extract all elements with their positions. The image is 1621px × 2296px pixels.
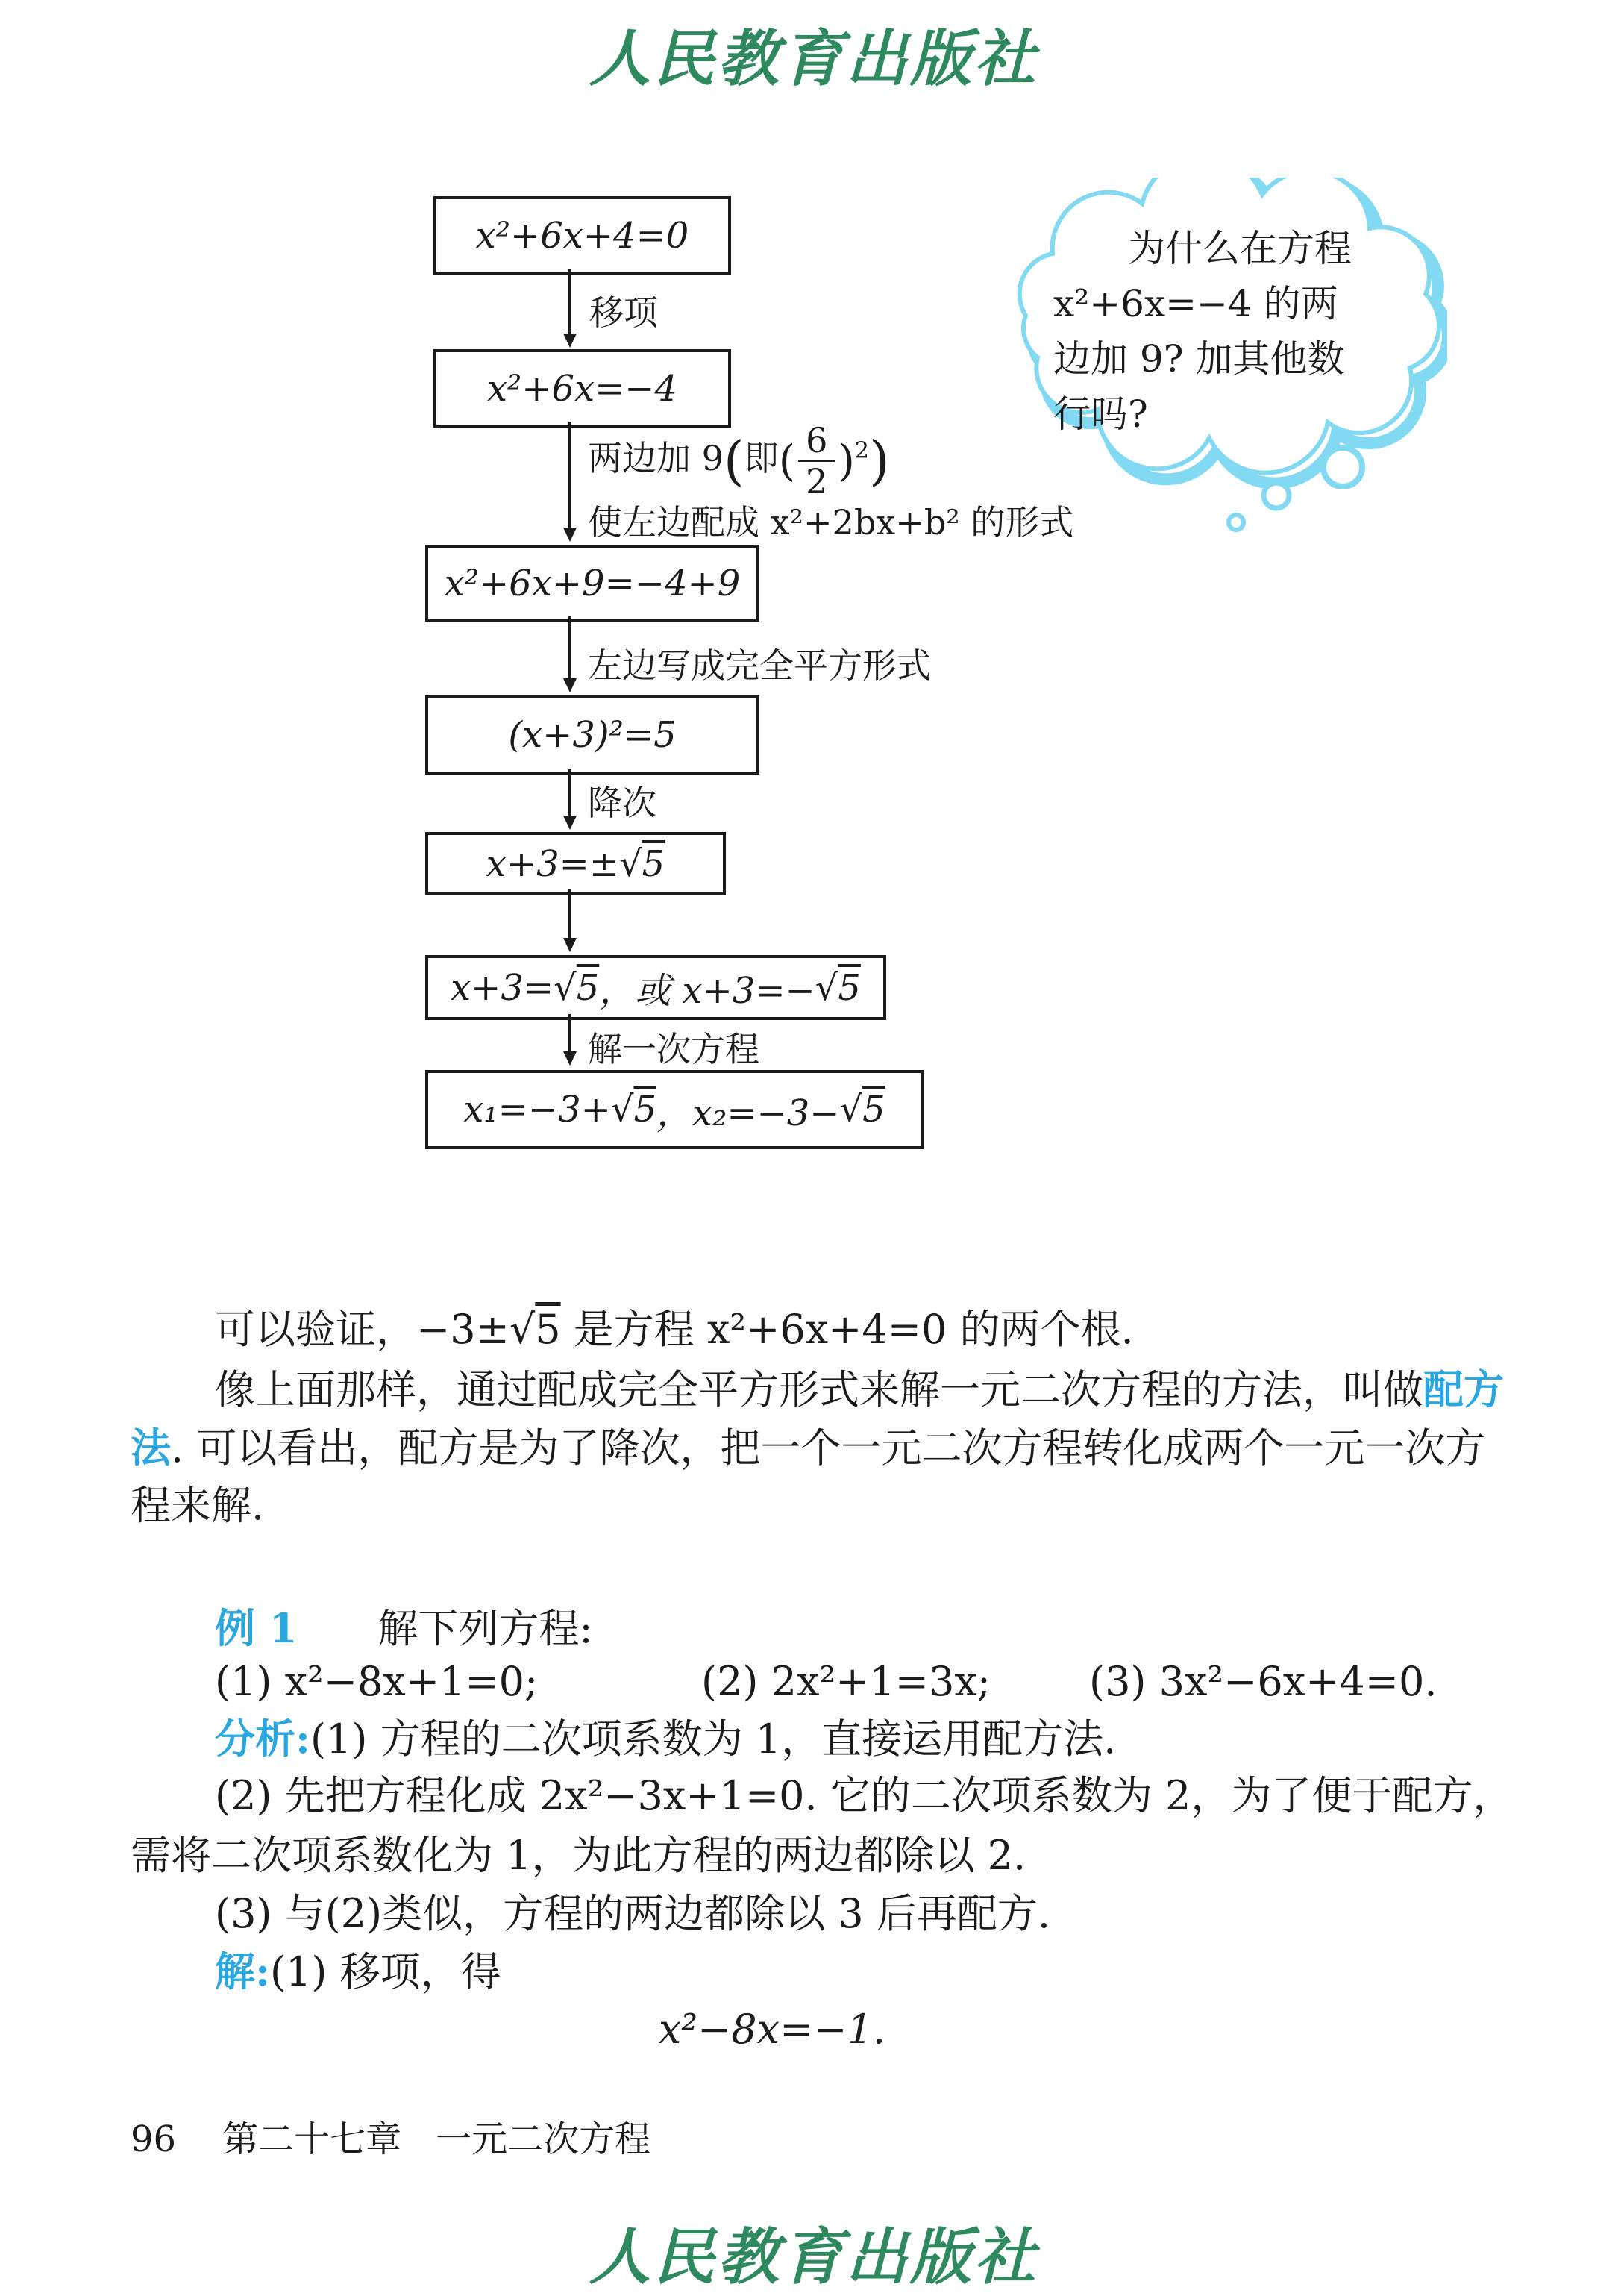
- box6-p2: ，或 x+3=−: [599, 970, 815, 1012]
- analysis-label: 分析:: [215, 1715, 310, 1762]
- box6-p1: x+3=: [451, 966, 554, 1009]
- flow-arrow-6: [568, 1014, 571, 1052]
- bubble-line-4: 行吗?: [1053, 392, 1148, 436]
- box7-r1: 5: [633, 1089, 656, 1130]
- open-paren-outer: (: [723, 429, 744, 492]
- equation-2: (2) 2x²+1=3x;: [701, 1658, 991, 1705]
- flow-box-1: x²+6x+4=0: [433, 196, 731, 275]
- solution-equation: x²−8x=−1.: [658, 2006, 886, 2053]
- sqrt-sign: √: [554, 966, 577, 1009]
- squared-exponent: 2: [854, 437, 869, 464]
- box5-radicand: 5: [642, 842, 665, 885]
- chapter-title: 一元二次方程: [436, 2118, 651, 2160]
- bubble-line-3: 边加 9? 加其他数: [1053, 337, 1345, 381]
- paragraph-method-line2: [131, 1424, 1486, 1473]
- sqrt-sign: √: [839, 1089, 863, 1130]
- page-footer: [131, 2110, 650, 2162]
- box5-pre: x+3=±: [486, 842, 620, 885]
- p1-post: 是方程 x²+6x+4=0 的两个根.: [560, 1306, 1134, 1353]
- p1-pre: 可以验证，−3±: [215, 1306, 509, 1353]
- thought-bubble-text: [1053, 221, 1396, 442]
- example-title: 解下列方程:: [377, 1605, 593, 1652]
- solution-label: 解:: [215, 1948, 270, 1995]
- chapter-label: 第二十七章: [222, 2118, 402, 2160]
- close-paren-outer: ): [868, 429, 890, 492]
- flow-box-4: (x+3)²=5: [425, 695, 759, 775]
- p3-text: . 可以看出，配方是为了降次，把一个一元二次方程转化成两个一元一次方: [171, 1424, 1486, 1471]
- flow-box-6: [425, 955, 886, 1020]
- equation-1: (1) x²−8x+1=0;: [215, 1658, 539, 1705]
- term-peifang-part1: 配方: [1423, 1366, 1504, 1413]
- paragraph-method-line1: [131, 1366, 1504, 1415]
- bubble-trail-circle-small: [1229, 515, 1244, 530]
- step2-ji: 即: [744, 437, 779, 478]
- sqrt-sign: √: [610, 1089, 634, 1130]
- box7-p2: ，x₂=−3−: [656, 1092, 840, 1134]
- flow-box-5: [425, 832, 726, 895]
- bubble-line-1: 为什么在方程: [1128, 227, 1352, 270]
- bubble-line-2: x²+6x=−4 的两: [1053, 282, 1338, 325]
- equation-3: (3) 3x²−6x+4=0.: [1089, 1658, 1437, 1705]
- example-label: 例 1: [215, 1604, 298, 1652]
- flow-arrow-1: [568, 269, 571, 334]
- flow-step-label-1: 移项: [589, 293, 658, 333]
- publisher-logo-top: 人民教育出版社: [589, 23, 1038, 95]
- page-number: 96: [131, 2118, 177, 2160]
- flow-box-3: x²+6x+9=−4+9: [425, 545, 759, 622]
- sqrt-sign: √: [619, 842, 642, 885]
- open-paren-inner: (: [778, 435, 796, 486]
- analysis-line1: [131, 1715, 1498, 1764]
- paragraph-method-line3: 程来解.: [131, 1482, 265, 1529]
- term-peifang-part2: 法: [131, 1424, 171, 1471]
- box6-r1: 5: [576, 966, 600, 1009]
- box6-r2: 5: [838, 966, 861, 1009]
- fraction-numerator: 6: [798, 422, 835, 462]
- box7-p1: x₁=−3+: [463, 1089, 611, 1130]
- solution-intro: (1) 移项，得: [269, 1948, 501, 1995]
- analysis-line4: (3) 与(2)类似，方程的两边都除以 3 后再配方.: [215, 1890, 1050, 1937]
- flow-arrow-4: [568, 769, 571, 816]
- fraction-six-halves: [798, 422, 835, 500]
- p1-radicand: 5: [535, 1306, 561, 1353]
- flow-step-label-2: [588, 422, 890, 500]
- sqrt-sign: √: [815, 966, 838, 1009]
- box7-r2: 5: [862, 1089, 885, 1130]
- analysis-line3: 需将二次项系数化为 1，为此方程的两边都除以 2.: [131, 1832, 1026, 1879]
- flow-box-2: x²+6x=−4: [433, 349, 731, 428]
- step2-text: 两边加 9: [588, 437, 724, 478]
- paragraph-verify: [131, 1306, 1498, 1354]
- analysis-line2: (2) 先把方程化成 2x²−3x+1=0. 它的二次项系数为 2，为了便于配方，: [215, 1772, 1514, 1819]
- flow-step-label-2b: 使左边配成 x²+2bx+b² 的形式: [588, 502, 1074, 542]
- sqrt-sign: √: [509, 1306, 536, 1353]
- close-paren-inner: ): [838, 435, 855, 486]
- analysis-1: (1) 方程的二次项系数为 1，直接运用配方法.: [310, 1715, 1117, 1762]
- fraction-denominator: 2: [806, 461, 828, 502]
- bubble-trail-circle-large: [1323, 448, 1362, 487]
- flow-step-label-6: 解一次方程: [588, 1029, 759, 1069]
- flow-arrow-2: [568, 422, 571, 528]
- flow-step-label-4: 降次: [588, 783, 656, 823]
- flow-step-label-3: 左边写成完全平方形式: [588, 645, 931, 686]
- flow-arrow-3: [568, 616, 571, 679]
- example-heading: [131, 1604, 1498, 1654]
- publisher-logo-bottom: 人民教育出版社: [589, 2221, 1038, 2293]
- solution-heading: [131, 1948, 1498, 1997]
- p2-text: 像上面那样，通过配成完全平方形式来解一元二次方程的方法，叫做: [215, 1366, 1423, 1413]
- flow-box-7: [425, 1070, 924, 1149]
- bubble-trail-circle-medium: [1264, 483, 1289, 508]
- flow-arrow-5: [568, 889, 571, 939]
